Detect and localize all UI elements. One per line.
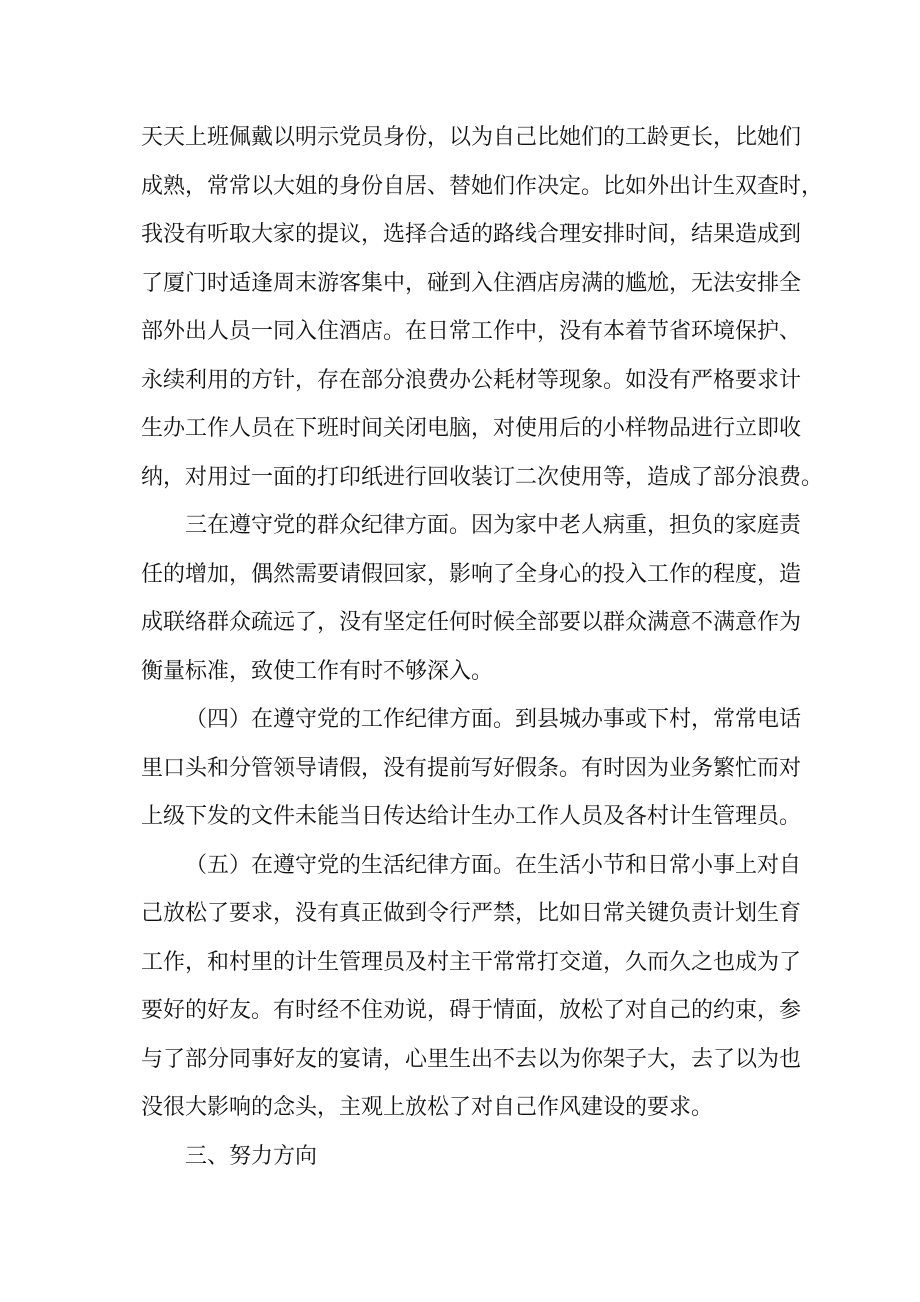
text-line: （五）在遵守党的生活纪律方面。在生活小节和日常小事上对自 <box>185 852 802 878</box>
text-line: 纳，对用过一面的打印纸进行回收装订二次使用等，造成了部分浪费。 <box>141 464 824 490</box>
text-line: 工作，和村里的计生管理员及村主干常常打交道，久而久之也成为了 <box>141 949 802 975</box>
document-body <box>141 114 824 1181</box>
text-line: 与了部分同事好友的宴请，心里生出不去以为你架子大，去了以为也 <box>141 1046 802 1072</box>
text-line: 衡量标准，致使工作有时不够深入。 <box>141 658 494 684</box>
text-line: 里口头和分管领导请假，没有提前写好假条。有时因为业务繁忙而对 <box>141 755 802 781</box>
paragraph-4 <box>141 842 801 1133</box>
text-line: 任的增加，偶然需要请假回家，影响了全身心的投入工作的程度，造 <box>141 561 802 587</box>
text-line: 天天上班佩戴以明示党员身份，以为自己比她们的工龄更长，比她们 <box>141 125 802 150</box>
text-line: 成熟，常常以大姐的身份自居、替她们作决定。比如外出计生双查时， <box>141 173 824 199</box>
paragraph-1 <box>141 114 824 502</box>
text-line: 成联络群众疏远了，没有坚定任何时候全部要以群众满意不满意作为 <box>141 610 802 635</box>
text-line: 部外出人员一同入住酒店。在日常工作中，没有本着节省环境保护、 <box>141 319 802 344</box>
text-line: 没很大影响的念头，主观上放松了对自己作风建设的要求。 <box>141 1095 714 1120</box>
text-line: 要好的好友。有时经不住劝说，碍于情面，放松了对自己的约束，参 <box>141 998 802 1023</box>
text-line: 三在遵守党的群众纪律方面。因为家中老人病重，担负的家庭责 <box>185 513 802 538</box>
text-line: 上级下发的文件未能当日传达给计生办工作人员及各村计生管理员。 <box>141 804 802 829</box>
text-line: 我没有听取大家的提议，选择合适的路线合理安排时间，结果造成到 <box>141 222 802 247</box>
text-line: 生办工作人员在下班时间关闭电脑，对使用后的小样物品进行立即收 <box>141 416 802 441</box>
text-line: 永续利用的方针，存在部分浪费办公耗材等现象。如没有严格要求计 <box>141 367 802 393</box>
section-heading <box>141 1133 801 1182</box>
text-line: （四）在遵守党的工作纪律方面。到县城办事或下村，常常电话 <box>185 707 802 732</box>
text-line: 了厦门时适逢周末游客集中，碰到入住酒店房满的尴尬，无法安排全 <box>141 270 802 296</box>
paragraph-3 <box>141 696 801 842</box>
text-line: 己放松了要求，没有真正做到令行严禁，比如日常关键负责计划生育 <box>141 901 802 926</box>
paragraph-2 <box>141 502 801 696</box>
heading-text: 三、努力方向 <box>185 1143 318 1169</box>
